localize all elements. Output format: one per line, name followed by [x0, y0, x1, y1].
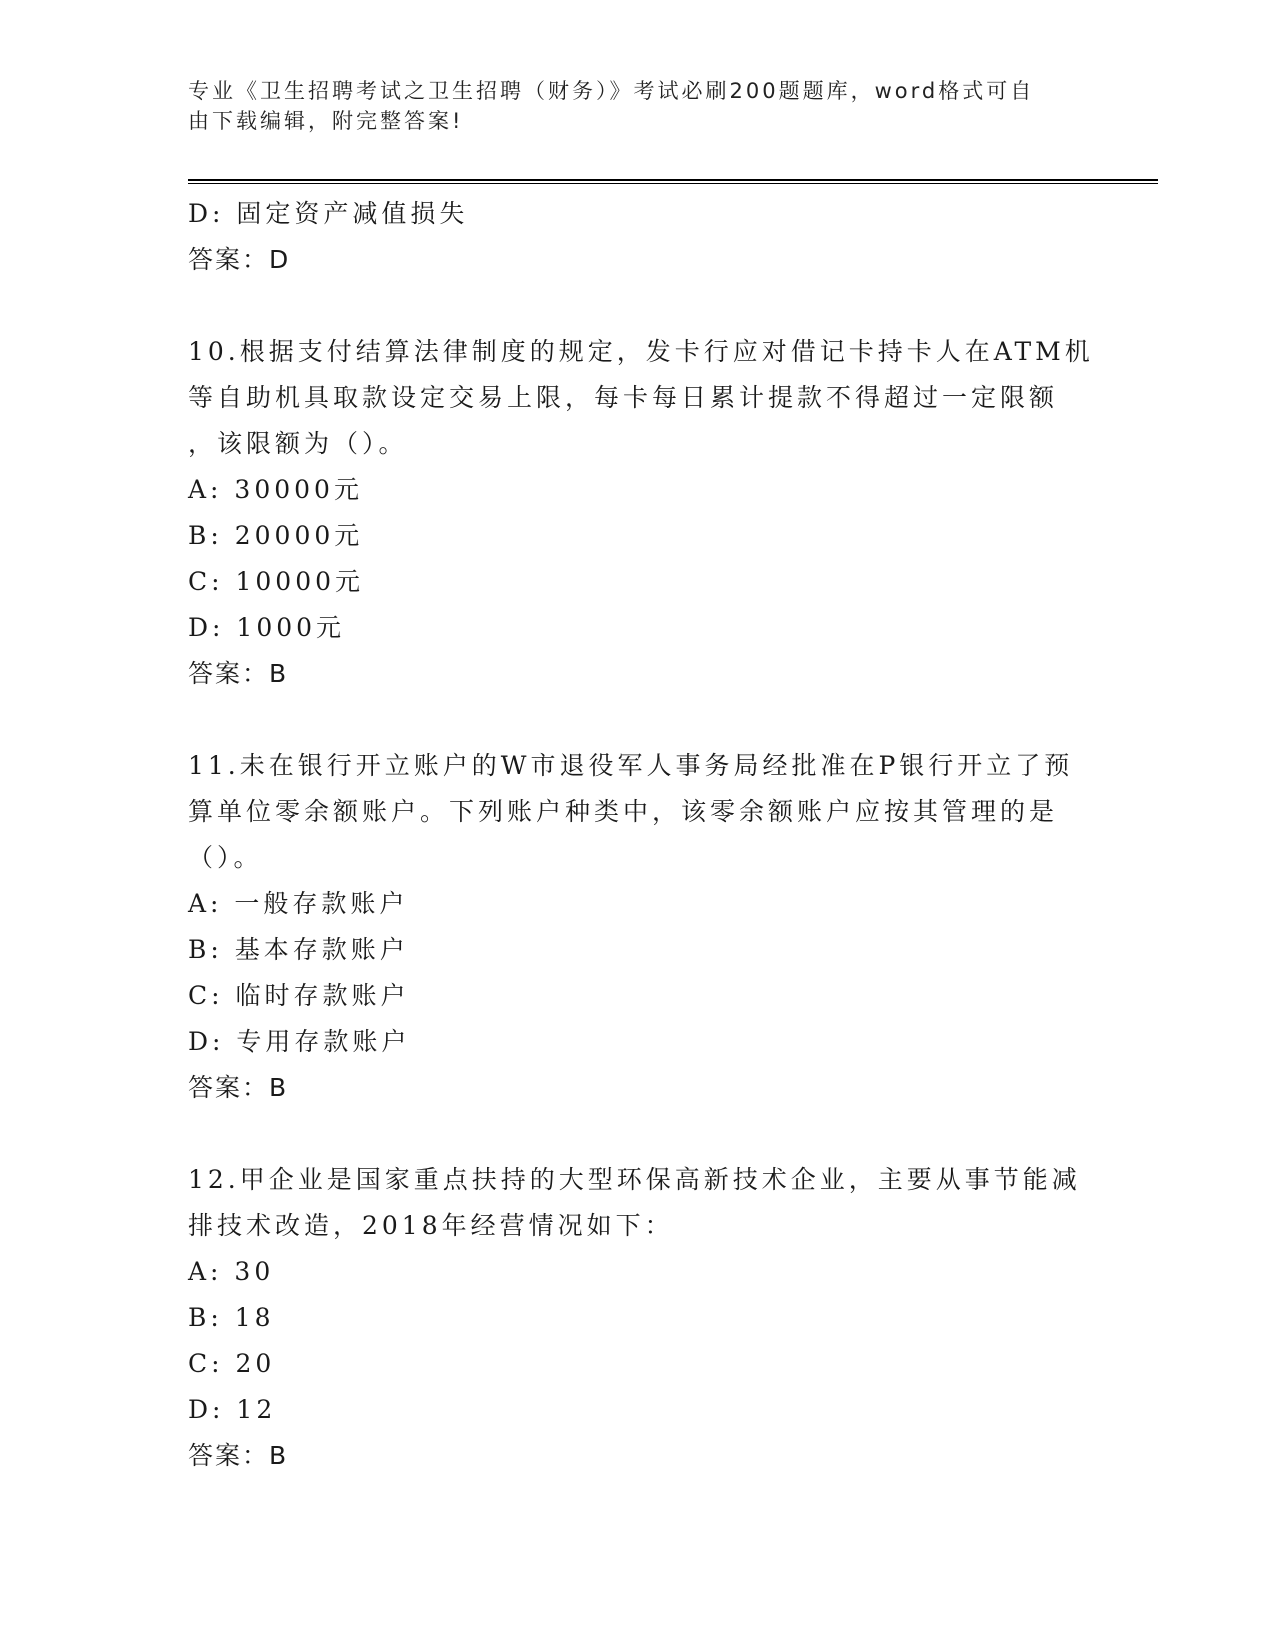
- question-text-line: 等自助机具取款设定交易上限，每卡每日累计提款不得超过一定限额: [188, 383, 1059, 412]
- option-b: B: 20000元: [188, 521, 364, 550]
- header-line-1: 专业《卫生招聘考试之卫生招聘（财务）》考试必刷200题题库，word格式可自: [188, 79, 1035, 103]
- question-text-line: （）。: [188, 843, 263, 872]
- option-d: D: 12: [188, 1395, 277, 1424]
- answer-label: 答案：D: [188, 245, 291, 274]
- option-d: D: 固定资产减值损失: [188, 199, 469, 228]
- question-text-line: ，该限额为（）。: [188, 429, 408, 458]
- option-c: C: 10000元: [188, 567, 365, 596]
- spacer: [188, 283, 1088, 329]
- header-divider: [188, 179, 1158, 184]
- option-d: D: 1000元: [188, 613, 346, 642]
- question-text-line: 10.根据支付结算法律制度的规定，发卡行应对借记卡持卡人在ATM机: [188, 337, 1094, 366]
- answer-label: 答案：B: [188, 1441, 289, 1470]
- previous-question-tail: [188, 191, 1088, 283]
- question-list: [188, 191, 1094, 1479]
- question-10: [188, 329, 1094, 697]
- answer-label: 答案：B: [188, 659, 289, 688]
- option-c: C: 临时存款账户: [188, 981, 410, 1010]
- spacer: [188, 1111, 1088, 1157]
- spacer: [188, 697, 1088, 743]
- question-text-line: 算单位零余额账户。下列账户种类中，该零余额账户应按其管理的是: [188, 797, 1059, 826]
- option-b: B: 基本存款账户: [188, 935, 409, 964]
- question-12: [188, 1157, 1088, 1479]
- option-a: A: 一般存款账户: [188, 889, 409, 918]
- page-header: [188, 76, 1068, 136]
- option-a: A: 30000元: [188, 475, 363, 504]
- answer-label: 答案：B: [188, 1073, 289, 1102]
- header-line-2: 由下载编辑，附完整答案!: [188, 109, 464, 133]
- option-b: B: 18: [188, 1303, 275, 1332]
- question-text-line: 排技术改造，2018年经营情况如下：: [188, 1211, 674, 1240]
- question-11: [188, 743, 1088, 1111]
- question-text-line: 11.未在银行开立账户的W市退役军人事务局经批准在P银行开立了预: [188, 751, 1074, 780]
- option-c: C: 20: [188, 1349, 276, 1378]
- question-text-line: 12.甲企业是国家重点扶持的大型环保高新技术企业，主要从事节能减: [188, 1165, 1081, 1194]
- option-a: A: 30: [188, 1257, 275, 1286]
- option-d: D: 专用存款账户: [188, 1027, 411, 1056]
